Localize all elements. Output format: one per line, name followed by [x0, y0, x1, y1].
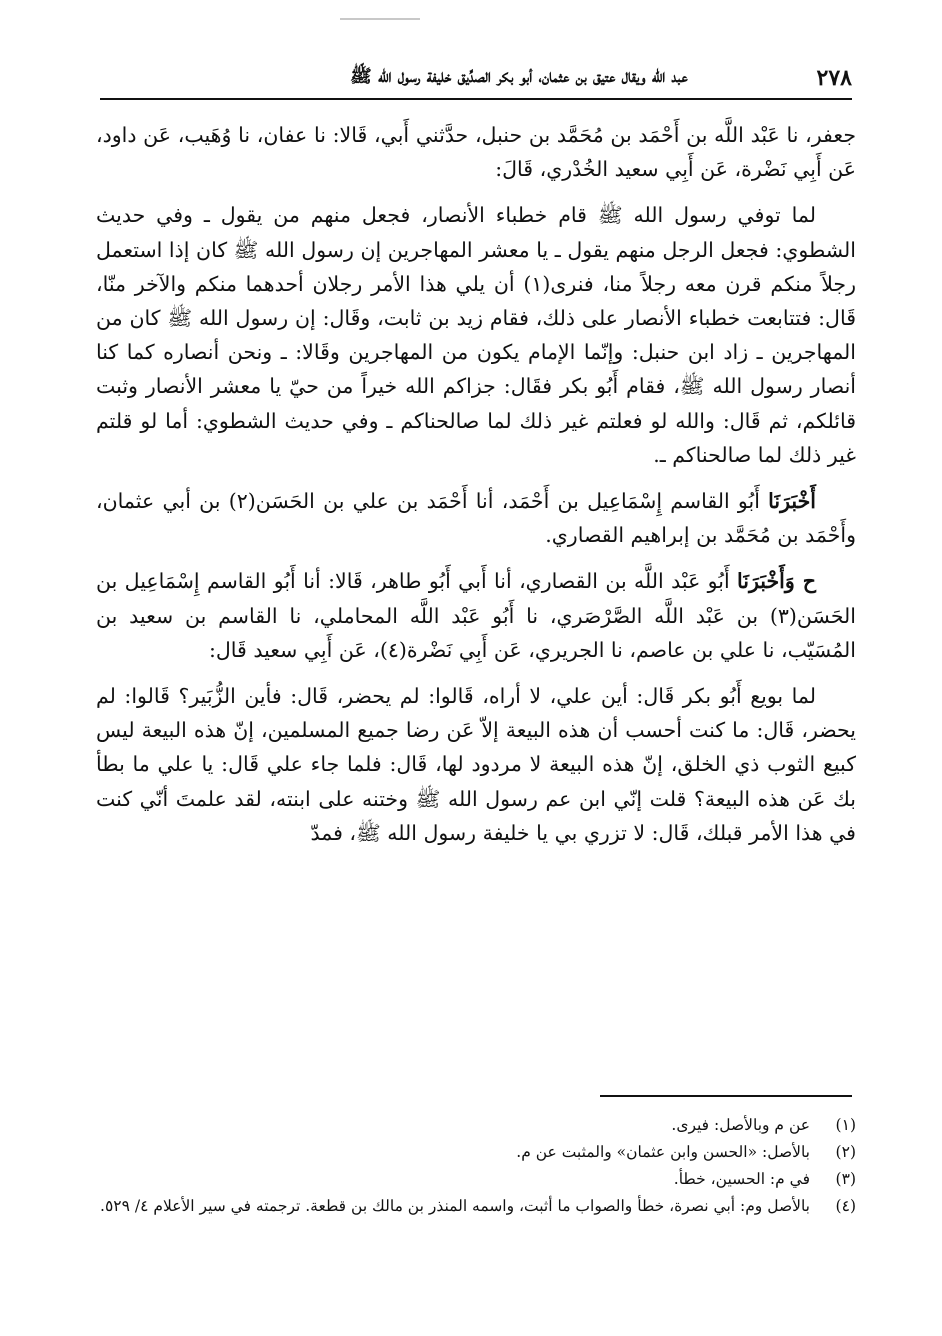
paragraph: [96, 198, 856, 472]
footnote-text: بالأصل: «الحسن وابن عثمان» والمثبت عن م.: [516, 1143, 810, 1161]
footnote: [96, 1166, 856, 1193]
paragraph: [96, 679, 856, 850]
footnote-number: (٣): [835, 1170, 856, 1188]
running-title: عبد الله ويقال عتيق بن عثمان، أبو بكر الصدِّيق خليفة رسول الله ﷺ: [350, 66, 688, 87]
paragraph-text: لما بويع أَبُو بكر قَال: أين علي، لا أراه، قَالوا: لم يحضر، قَال: فأين الزُّبَير؟ قَالوا: لم يحضر، قَال: ما كنت أحسب أن هذه البيعة إلاّ عَن رضا جميع المسلمين، إنّ هذه البيعة ليس كبيع الثوب ذي الخلق، إنّ هذه البيعة لا مردود لها، قَال: فلما جاء علي قَال: يا علي ما بطأ بك عَن هذه البيعة؟ قلت إنّي ابن عم رسول الله ﷺ وختنه على ابنته، لقد علمتَ أنّي كنت في هذا الأمر قبلك، قَال: لا تزري بي يا خليفة رسول الله ﷺ، فمدّ: [96, 684, 856, 845]
footnote-text: في م: الحسين، خطأ.: [673, 1170, 810, 1188]
footnote: [96, 1139, 856, 1166]
top-scan-mark: [340, 18, 420, 20]
page-number: ٢٧٨: [816, 65, 852, 91]
paragraph: [96, 564, 856, 667]
paragraph-lead: أَخْبَرَنَا: [768, 489, 816, 514]
footnote: [96, 1112, 856, 1139]
page-header: [100, 58, 852, 100]
paragraph-text: جعفر، نا عَبْد اللَّه بن أَحْمَد بن مُحَمَّد بن حنبل، حدَّثني أَبي، قَالا: نا عفان، نا وُهَيب، عَن داود، عَن أَبِي نَضْرة، عَن أَبِي سعيد الخُدْري، قَالَ:: [96, 123, 856, 182]
footnote-text: بالأصل وم: أبي نصرة، خطأ والصواب ما أثبت، واسمه المنذر بن مالك بن قطعة. ترجمته في سير الأعلام ٤/ ٥٢٩.: [100, 1197, 810, 1215]
footnote-number: (١): [835, 1116, 856, 1134]
paragraph: [96, 118, 856, 186]
footnote-number: (٤): [835, 1197, 856, 1215]
paragraph: [96, 484, 856, 552]
main-text: [96, 118, 856, 862]
footnotes: [96, 1112, 856, 1220]
paragraph-text: لما توفي رسول الله ﷺ قام خطباء الأنصار، فجعل منهم من يقول ـ وفي حديث الشطوي: فجعل الرجل منهم يقول ـ يا معشر المهاجرين إن رسول الله ﷺ كان إذا استعمل رجلاً منكم قرن معه رجلاً منا، فنرى(١) أن يلي هذا الأمر رجلان أحدهما منكم والآخر منّا، قَال: فتتابعت خطباء الأنصار على ذلك، فقام زيد بن ثابت، وقَال: إن رسول الله ﷺ كان من المهاجرين ـ زاد ابن حنبل: وإنّما الإمام يكون من المهاجرين وقَالا: ـ ونحن أنصاره كما كنا أنصار رسول الله ﷺ، فقام أَبُو بكر فقَال: جزاكم الله خيراً من حيّ يا معشر الأنصار وثبت قائلكم، ثم قَال: والله لو فعلتم غير ذلك لما صالحناكم ـ وفي حديث الشطوي: أما لو قلتم غير ذلك لما صالحناكم ـ.: [96, 203, 857, 467]
footnote: [96, 1193, 856, 1220]
footnote-divider: [600, 1095, 852, 1097]
footnote-text: عن م وبالأصل: فيرى.: [671, 1116, 810, 1134]
footnote-number: (٢): [835, 1143, 856, 1161]
paragraph-text: أَبُو عَبْد اللَّه بن القصاري، أنا أَبي أَبُو طاهر، قَالا: أنا أَبُو القاسم إِسْمَاعِيل بن الحَسَن(٣) بن عَبْد اللَّه الصَّرْصَري، نا أَبُو عَبْد اللَّه المحاملي، نا القاسم بن سعيد بن المُسَيّب، نا علي بن عاصم، نا الجريري، عَن أَبِي نَضْرة(٤)، عَن أَبِي سعيد قَال:: [96, 569, 856, 662]
paragraph-lead: ح وَأَخْبَرَنَا: [737, 569, 816, 594]
paragraph-text: أَبُو القاسم إِسْمَاعِيل بن أَحْمَد، أنا أَحْمَد بن علي بن الحَسَن(٢) بن أبي عثمان، وأَحْمَد بن مُحَمَّد بن إبراهيم القصاري.: [96, 489, 856, 548]
